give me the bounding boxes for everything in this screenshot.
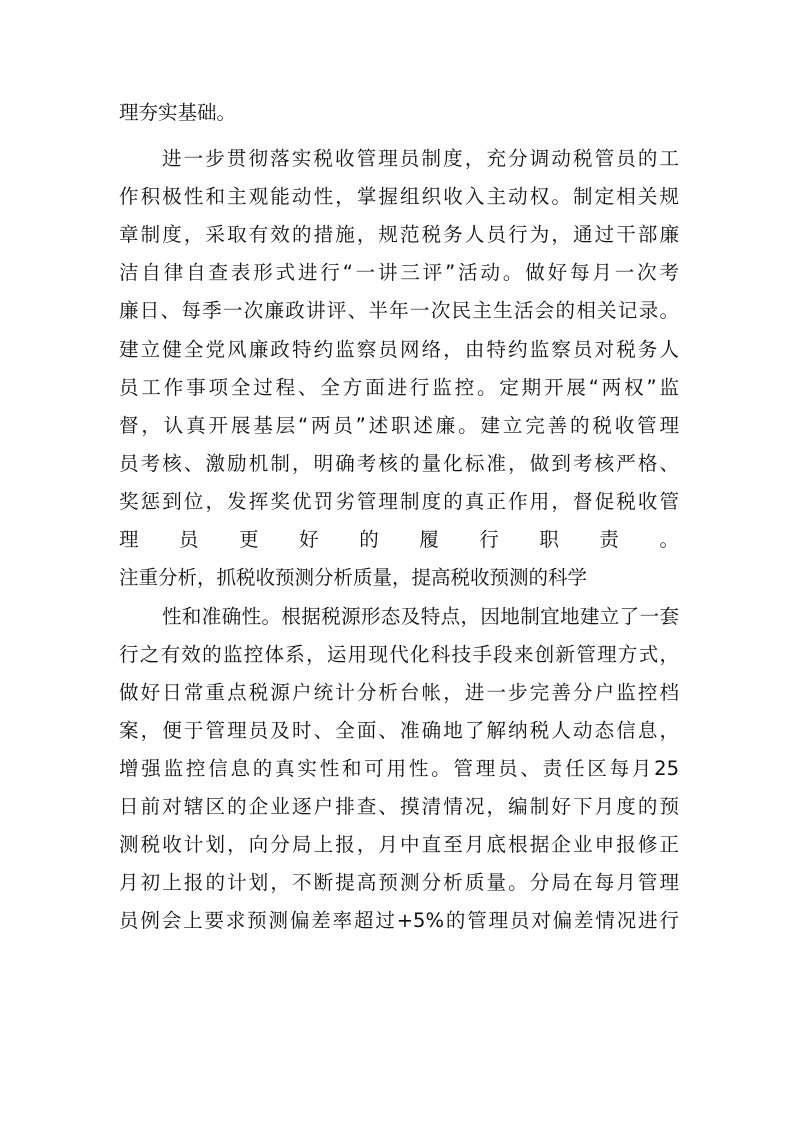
text-line: 日前对辖区的企业逐户排查、摸清情况，编制好下月度的预 — [119, 795, 679, 818]
text-line: 行之有效的监控体系，运用现代化科技手段来创新管理方式， — [119, 643, 679, 666]
text-line: 员工作事项全过程、全方面进行监控。定期开展“两权”监 — [119, 376, 679, 399]
text-line: 增强监控信息的真实性和可用性。管理员、责任区每月25 — [119, 757, 679, 780]
text-line: 员考核、激励机制，明确考核的量化标准，做到考核严格、 — [119, 452, 679, 475]
text-line: 理夯实基础。 — [119, 101, 237, 124]
text-line: 月初上报的计划，不断提高预测分析质量。分局在每月管理 — [119, 871, 679, 894]
text-line: 章制度，采取有效的措施，规范税务人员行为，通过干部廉 — [119, 223, 679, 246]
text-line: 洁自律自查表形式进行“一讲三评”活动。做好每月一次考 — [119, 261, 679, 284]
text-line: 廉日、每季一次廉政讲评、半年一次民主生活会的相关记录。 — [119, 299, 679, 322]
paragraph-start-line: 进一步贯彻落实税收管理员制度，充分调动税管员的工 — [162, 147, 679, 170]
text-line — [119, 944, 679, 974]
text-line: 注重分析，抓税收预测分析质量，提高税收预测的科学 — [119, 566, 588, 589]
text-line: 奖惩到位，发挥奖优罚劣管理制度的真正作用，督促税收管 — [119, 490, 679, 513]
text-line: 建立健全党风廉政特约监察员网络，由特约监察员对税务人 — [119, 338, 679, 361]
text-line: 员例会上要求预测偏差率超过+5%的管理员对偏差情况进行 — [119, 909, 679, 932]
text-line: 理员更好的履行职责。 — [119, 528, 679, 551]
text-line: 测税收计划，向分局上报，月中直至月底根据企业申报修正 — [119, 833, 679, 856]
text-line — [119, 982, 679, 1012]
text-line: 案，便于管理员及时、全面、准确地了解纳税人动态信息， — [119, 719, 679, 742]
paragraph-start-line: 性和准确性。根据税源形态及特点，因地制宜地建立了一套 — [162, 605, 679, 628]
text-line: 作积极性和主观能动性，掌握组织收入主动权。制定相关规 — [119, 185, 679, 208]
text-line: 做好日常重点税源户统计分析台帐，进一步完善分户监控档 — [119, 681, 679, 704]
text-line: 督，认真开展基层“两员”述职述廉。建立完善的税收管理 — [119, 414, 679, 437]
